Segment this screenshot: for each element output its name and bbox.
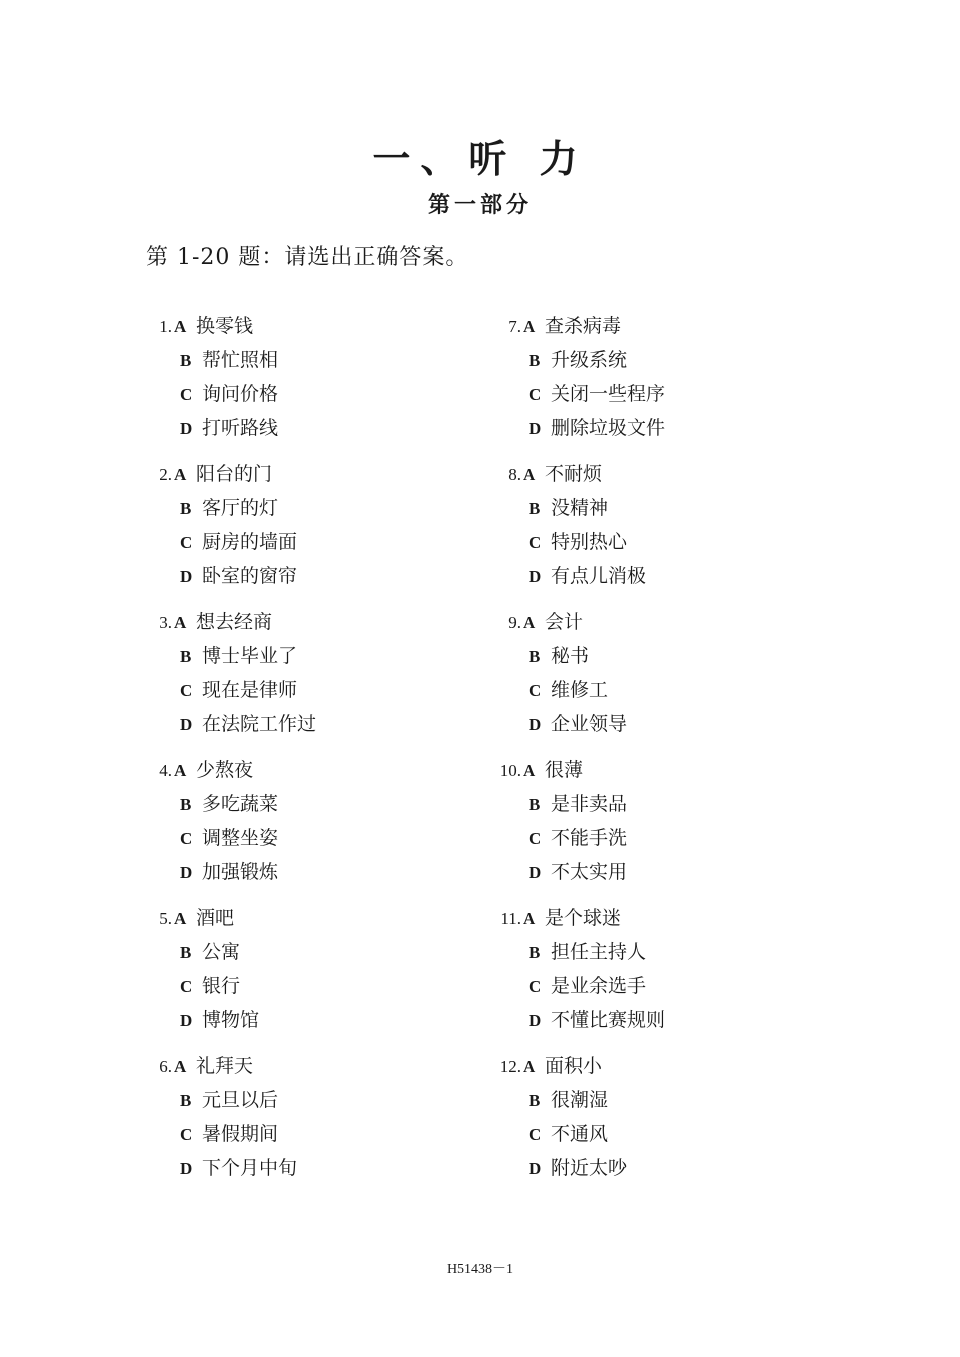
option-letter: B [529, 1091, 541, 1110]
question-item [477, 757, 665, 905]
question-number: 7. [508, 317, 521, 336]
option-row [477, 609, 665, 643]
option-text: 是个球迷 [545, 907, 622, 929]
question-number: 3. [159, 613, 172, 632]
option-row [128, 1087, 316, 1121]
option-letter: C [180, 385, 193, 404]
option-text: 客厅的灯 [202, 497, 279, 519]
question-column-right [477, 313, 665, 1201]
option-text: 礼拜天 [196, 1055, 254, 1077]
option-text: 调整坐姿 [202, 827, 279, 849]
option-letter: B [180, 499, 192, 518]
option-letter: A [523, 317, 536, 336]
option-text: 加强锻炼 [202, 861, 279, 883]
option-letter: B [529, 499, 541, 518]
option-row [128, 791, 316, 825]
option-letter: B [180, 795, 192, 814]
question-item [128, 461, 316, 609]
option-row [128, 905, 316, 939]
option-row [128, 757, 316, 791]
option-letter: A [523, 613, 536, 632]
option-letter: A [523, 761, 536, 780]
option-letter: D [529, 715, 542, 734]
option-letter: B [180, 647, 192, 666]
option-row [477, 791, 665, 825]
option-text: 担任主持人 [551, 941, 647, 963]
option-text: 有点儿消极 [551, 565, 647, 587]
option-row [477, 905, 665, 939]
question-item [477, 461, 665, 609]
question-number: 4. [159, 761, 172, 780]
option-row [477, 711, 665, 745]
option-letter: B [180, 1091, 192, 1110]
option-letter: C [529, 977, 542, 996]
option-letter: D [180, 1011, 193, 1030]
option-letter: C [529, 681, 542, 700]
option-text: 暑假期间 [202, 1123, 279, 1145]
question-item [128, 757, 316, 905]
option-letter: D [180, 1159, 193, 1178]
option-row [477, 677, 665, 711]
option-text: 删除垃圾文件 [551, 417, 666, 439]
option-text: 帮忙照相 [202, 349, 279, 371]
option-row [477, 1007, 665, 1041]
option-text: 公寓 [202, 941, 241, 963]
option-row [477, 381, 665, 415]
option-text: 现在是律师 [202, 679, 298, 701]
option-row [128, 609, 316, 643]
option-text: 少熬夜 [196, 759, 254, 781]
question-number: 9. [508, 613, 521, 632]
option-letter: A [174, 317, 187, 336]
option-text: 没精神 [551, 497, 609, 519]
option-row [128, 1155, 316, 1189]
option-letter: D [180, 715, 193, 734]
question-item [128, 905, 316, 1053]
option-letter: A [174, 613, 187, 632]
option-row [477, 1087, 665, 1121]
option-letter: D [529, 1159, 542, 1178]
option-text: 不耐烦 [545, 463, 603, 485]
option-text: 酒吧 [196, 907, 235, 929]
option-row [128, 1007, 316, 1041]
question-number: 12. [499, 1057, 521, 1076]
option-text: 询问价格 [202, 383, 279, 405]
option-row [477, 347, 665, 381]
option-letter: A [523, 909, 536, 928]
option-row [128, 859, 316, 893]
option-letter: B [529, 795, 541, 814]
option-text: 阳台的门 [196, 463, 273, 485]
option-text: 打听路线 [202, 417, 279, 439]
option-text: 不能手洗 [551, 827, 628, 849]
option-row [128, 1121, 316, 1155]
question-item [128, 609, 316, 757]
option-letter: C [180, 977, 193, 996]
option-row [128, 563, 316, 597]
option-text: 是业余选手 [551, 975, 647, 997]
option-letter: C [529, 829, 542, 848]
option-row [477, 859, 665, 893]
option-row [128, 825, 316, 859]
option-letter: B [529, 943, 541, 962]
option-text: 特别热心 [551, 531, 628, 553]
option-row [477, 973, 665, 1007]
page-footer: H51438－1 [446, 1262, 514, 1277]
option-text: 秘书 [551, 645, 590, 667]
option-letter: C [180, 681, 193, 700]
option-letter: B [529, 351, 541, 370]
option-text: 卧室的窗帘 [202, 565, 298, 587]
question-item [128, 313, 316, 461]
option-text: 博物馆 [202, 1009, 260, 1031]
option-text: 不太实用 [551, 861, 628, 883]
option-text: 很潮湿 [551, 1089, 609, 1111]
option-letter: D [180, 863, 193, 882]
option-text: 维修工 [551, 679, 609, 701]
option-letter: D [180, 567, 193, 586]
question-number: 6. [159, 1057, 172, 1076]
option-letter: A [523, 1057, 536, 1076]
option-letter: B [180, 943, 192, 962]
option-letter: C [180, 1125, 193, 1144]
option-row [477, 757, 665, 791]
option-text: 元旦以后 [202, 1089, 279, 1111]
instruction-text: 第 1-20 题：请选出正确答案。 [146, 245, 469, 270]
option-text: 会计 [545, 611, 584, 633]
option-text: 企业领导 [551, 713, 628, 735]
question-item [477, 905, 665, 1053]
option-text: 下个月中旬 [202, 1157, 298, 1179]
option-text: 查杀病毒 [545, 315, 622, 337]
option-row [477, 313, 665, 347]
option-letter: C [180, 533, 193, 552]
option-letter: D [180, 419, 193, 438]
question-number: 10. [499, 761, 521, 780]
option-letter: D [529, 1011, 542, 1030]
question-number: 1. [159, 317, 172, 336]
option-text: 升级系统 [551, 349, 628, 371]
option-row [477, 529, 665, 563]
option-letter: C [529, 1125, 542, 1144]
option-row [128, 643, 316, 677]
question-number: 8. [508, 465, 521, 484]
section-title: 一、听 力 [372, 136, 588, 181]
option-text: 想去经商 [196, 611, 273, 633]
option-text: 博士毕业了 [202, 645, 298, 667]
option-text: 附近太吵 [551, 1157, 628, 1179]
option-text: 面积小 [545, 1055, 603, 1077]
option-text: 很薄 [545, 759, 584, 781]
question-number: 5. [159, 909, 172, 928]
option-row [477, 1155, 665, 1189]
option-row [477, 563, 665, 597]
option-row [477, 1121, 665, 1155]
option-row [477, 1053, 665, 1087]
option-text: 关闭一些程序 [551, 383, 666, 405]
option-row [477, 415, 665, 449]
option-row [128, 415, 316, 449]
option-text: 在法院工作过 [202, 713, 317, 735]
question-item [477, 313, 665, 461]
option-row [128, 677, 316, 711]
option-letter: A [174, 1057, 187, 1076]
option-text: 是非卖品 [551, 793, 628, 815]
option-letter: D [529, 863, 542, 882]
option-letter: A [174, 465, 187, 484]
question-column-left [128, 313, 316, 1201]
option-row [477, 495, 665, 529]
option-row [128, 381, 316, 415]
option-row [477, 825, 665, 859]
option-letter: B [529, 647, 541, 666]
question-number: 11. [500, 909, 521, 928]
option-letter: D [529, 567, 542, 586]
option-row [477, 461, 665, 495]
option-row [128, 495, 316, 529]
option-letter: C [529, 533, 542, 552]
question-item [128, 1053, 316, 1201]
option-row [128, 313, 316, 347]
option-letter: B [180, 351, 192, 370]
option-row [128, 461, 316, 495]
question-item [477, 1053, 665, 1201]
option-row [477, 939, 665, 973]
option-text: 多吃蔬菜 [202, 793, 279, 815]
question-number: 2. [159, 465, 172, 484]
option-text: 不懂比赛规则 [551, 1009, 666, 1031]
option-row [128, 1053, 316, 1087]
option-text: 换零钱 [196, 315, 254, 337]
option-letter: A [174, 761, 187, 780]
option-letter: A [523, 465, 536, 484]
question-item [477, 609, 665, 757]
option-text: 厨房的墙面 [202, 531, 298, 553]
option-text: 银行 [202, 975, 241, 997]
option-letter: A [174, 909, 187, 928]
option-row [477, 643, 665, 677]
option-letter: D [529, 419, 542, 438]
option-letter: C [180, 829, 193, 848]
option-row [128, 347, 316, 381]
option-row [128, 973, 316, 1007]
part-title: 第一部分 [427, 192, 532, 218]
option-letter: C [529, 385, 542, 404]
option-row [128, 711, 316, 745]
option-row [128, 939, 316, 973]
option-text: 不通风 [551, 1123, 609, 1145]
option-row [128, 529, 316, 563]
